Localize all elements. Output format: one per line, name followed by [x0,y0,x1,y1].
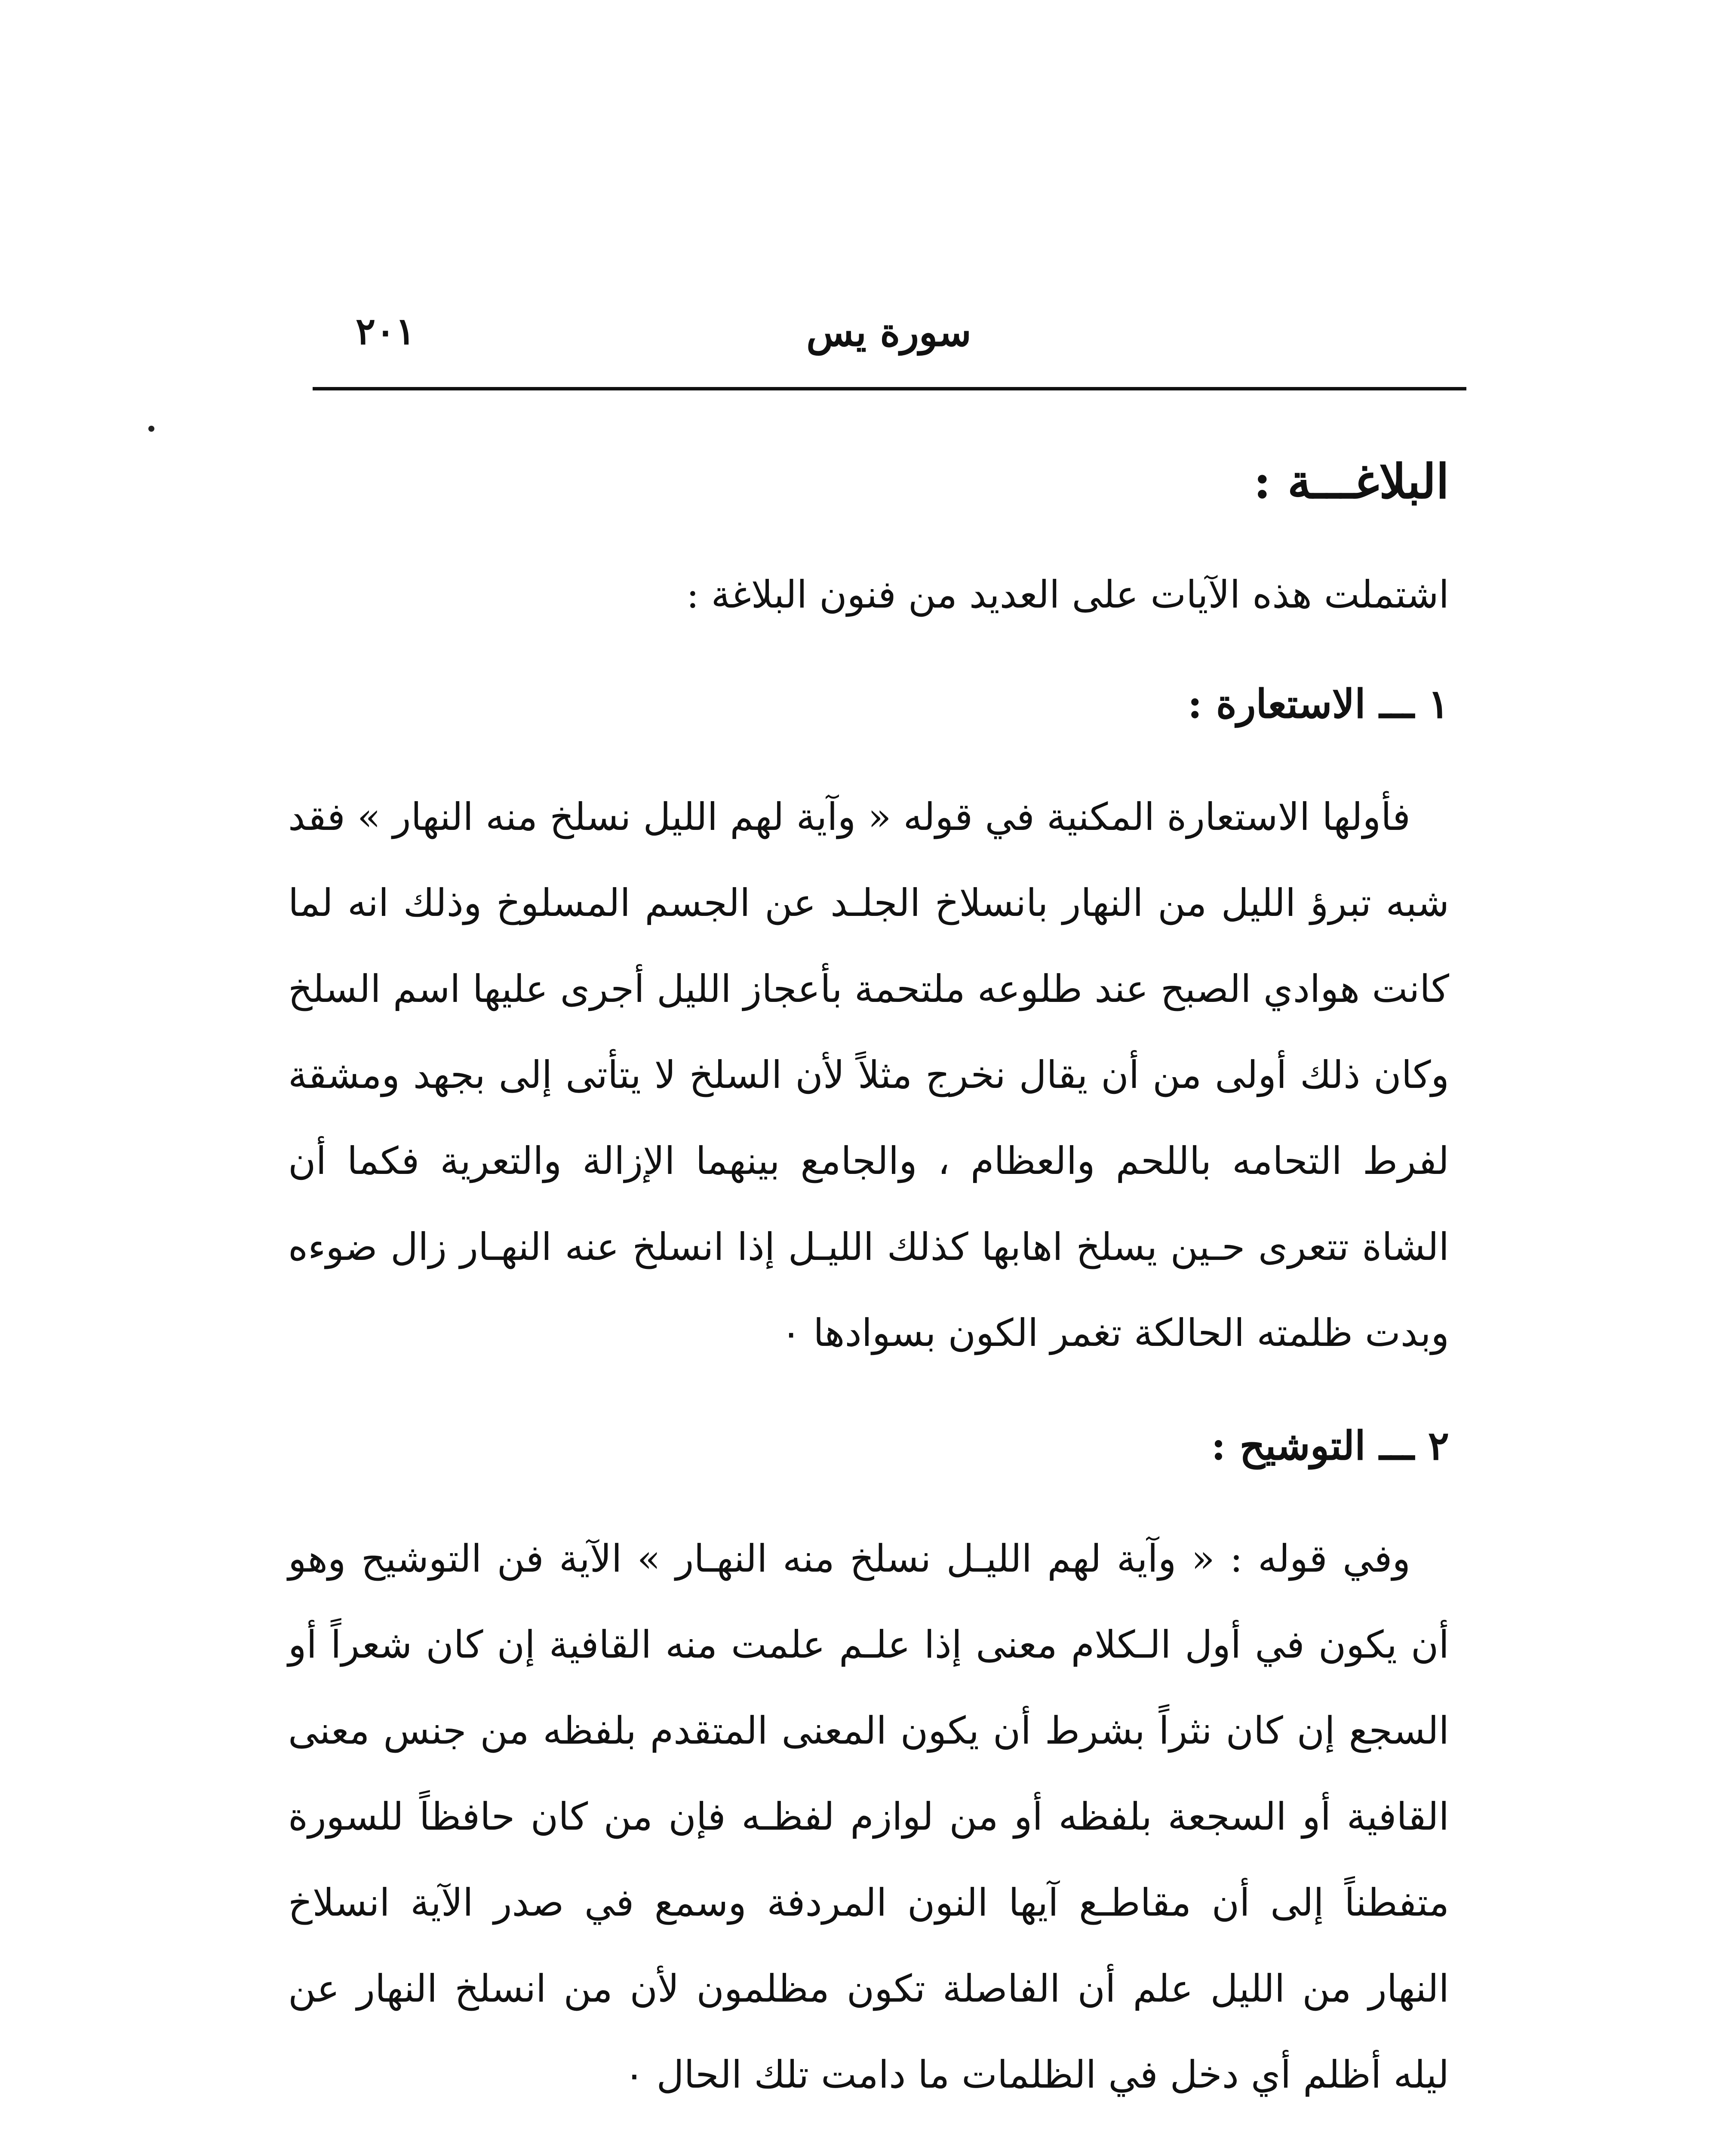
item-body-tawshih: وفي قوله : « وآية لهم الليـل نسلخ منه النهـار » الآية فن التوشيح وهو أن يكون في أول الـكلام معنى إذا علـم علمت منه القافية إن كان شعراً أو السجع إن كان نثراً بشرط أن يكون المعنى المتقدم بلفظه من جنس معنى القافية أو السجعة بلفظه أو من لوازم لفظـه فإن من كان حافظاً للسورة متفطناً إلى أن مقاطـع آيها النون المردفة وسمع في صدر الآية انسلاخ النهار من الليل علم أن الفاصلة تكون مظلمون لأن من انسلخ النهار عن ليله أظلم أي دخل في الظلمات ما دامت تلك الحال ٠ [288,1536,1449,2097]
item-heading-tawshih: ٢ ـــ التوشيح : [1211,1422,1449,1469]
intro-line: اشتملت هذه الآيات على العديد من فنون البلاغة : [686,572,1449,617]
item-body-metaphor: فأولها الاستعارة المكنية في قوله « وآية لهم الليل نسلخ منه النهار » فقد شبه تبرؤ الليل من النهار بانسلاخ الجلـد عن الجسم المسلوخ وذلك انه لما كانت هوادي الصبح عند طلوعه ملتحمة بأعجاز الليل أجرى عليها اسم السلخ وكان ذلك أولى من أن يقال نخرج مثلاً لأن السلخ لا يتأتى إلى بجهد ومشقة لفرط التحامه باللحم والعظام ، والجامع بينهما الإزالة والتعرية فكما أن الشاة تتعرى حـين يسلخ اهابها كذلك الليـل إذا انسلخ عنه النهـار زال ضوءه وبدت ظلمته الحالكة تغمر الكون بسوادها ٠ [288,795,1449,1355]
ink-speck [148,426,154,432]
page-number: ٢٠١ [356,310,415,353]
running-title: سورة يس [806,310,971,355]
header-rule [313,387,1466,390]
item-heading-metaphor: ١ ـــ الاستعارة : [1187,681,1449,727]
section-title: البلاغـــة : [1254,454,1449,509]
running-header [313,301,1466,374]
page-body [288,430,1449,2148]
